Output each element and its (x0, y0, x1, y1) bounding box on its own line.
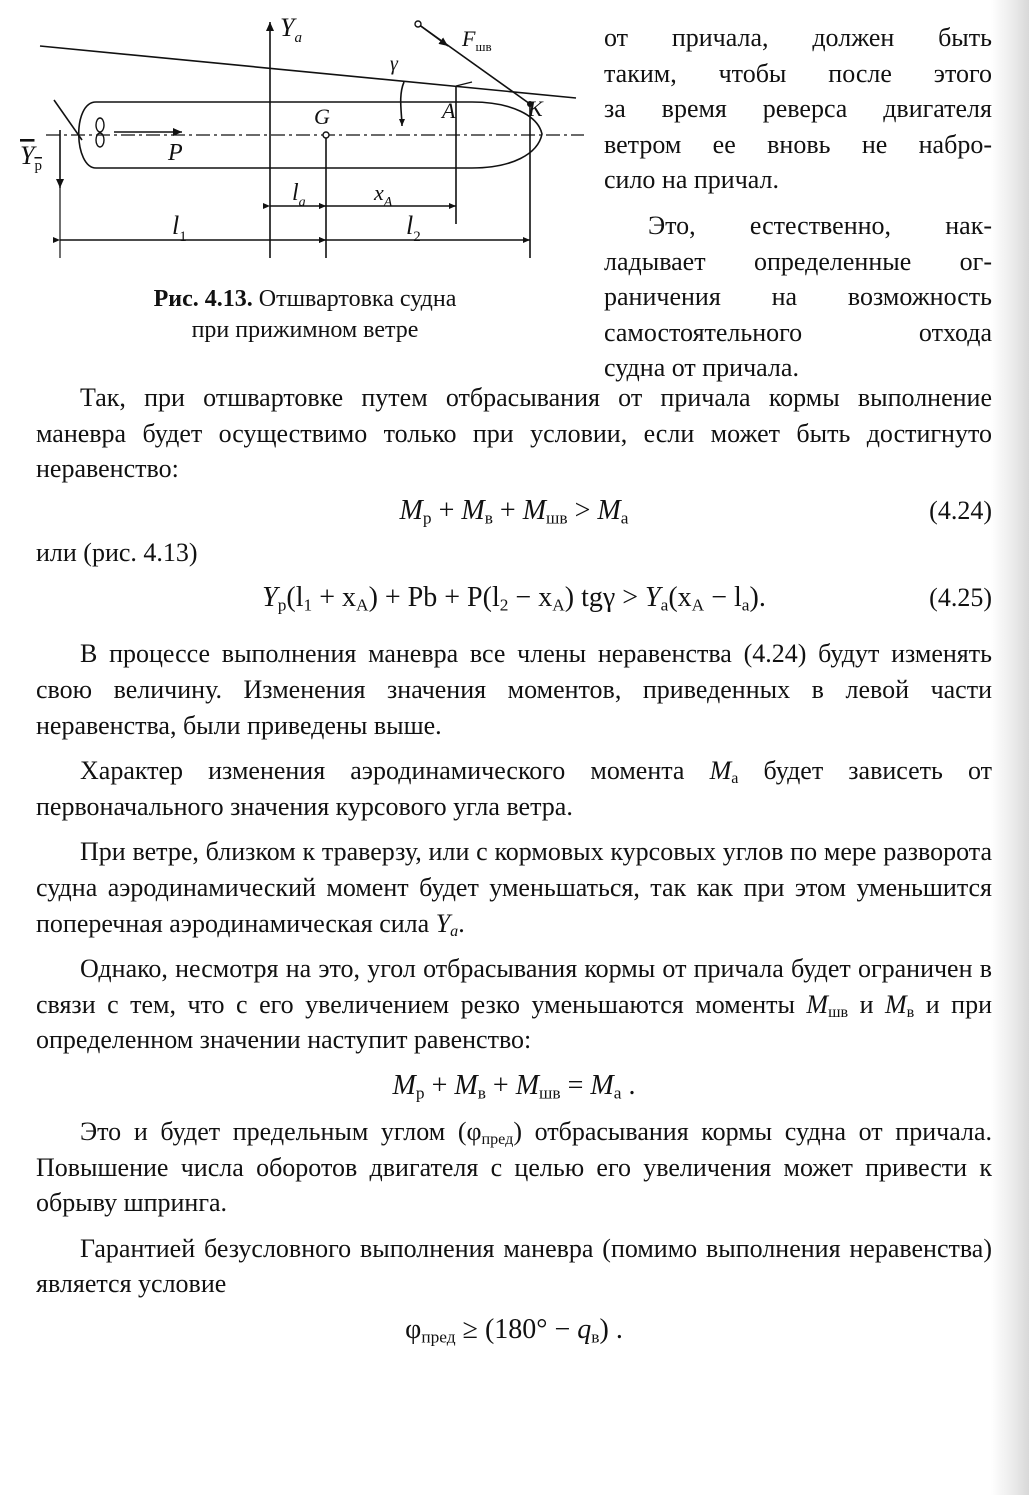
equation-4-25 (36, 570, 992, 626)
label-a: A (442, 98, 456, 123)
equation-number: (4.24) (929, 495, 992, 525)
equation-final (36, 1302, 992, 1358)
label-ya: $Y_a$ (280, 13, 302, 46)
paragraph-7: Это и будет предельным углом $(\varphi_{пред})$ отбрасывания кормы судна от причала. Повышение числа оборотов двигателя с целью его увеличения может привести к обрыву шпринга. (36, 1116, 992, 1218)
paragraph-2: или (рис. 4.13) (36, 537, 198, 567)
side-line: за время реверса двигателя (604, 94, 992, 124)
equation-final-expr: $\varphi_{пред} \ge (180^\circ - q_в)$ . (405, 1313, 623, 1347)
side-line: сило на причал. (604, 165, 780, 195)
equation-4-25-expr: $Y_р(l_1 + x_A) + Pb + P(l_2 - x_A) tg\gamma > Y_a(x_A - l_a)$. (262, 582, 766, 615)
label-l2: $l_2$ (406, 211, 421, 245)
paragraph-6: Однако, несмотря на это, угол отбрасывания кормы от причала будет ограничен в связи с тем, что с его увеличением резко уменьшаются моменты $M_{шв}$ и $M_в$ и при определенном значении наступит равенство: (36, 954, 992, 1055)
g-point (323, 132, 329, 138)
side-line: судна от причала. (604, 353, 799, 383)
label-la: $l_a$ (292, 180, 306, 210)
side-line: ладывает определенные ог- (604, 246, 992, 276)
label-g: G (314, 104, 330, 129)
equation-4-24 (36, 487, 992, 535)
paragraph-8: Гарантией безусловного выполнения маневра (помимо выполнения неравенства) является условие (36, 1233, 992, 1299)
spring-line (54, 100, 82, 140)
caption-line1: Отшвартовка судна (258, 286, 457, 312)
equation-4-24-expr: $M_р + M_в + M_{шв} > M_а$ (399, 494, 629, 528)
page-edge-shadow (991, 0, 1029, 1495)
side-line: Это, естественно, нак- (648, 210, 992, 240)
paragraph-1: Так, при отшвартовке путем отбрасывания от причала кормы выполнение маневра будет осуществимо только при условии, если может быть достигнуто неравенство: (36, 383, 992, 484)
figure-caption (60, 284, 550, 346)
label-p: P (168, 140, 183, 166)
label-l1: $l_1$ (172, 211, 187, 245)
label-xa: $x_A$ (374, 180, 393, 210)
figure-4-13 (18, 8, 600, 280)
ship-diagram (18, 8, 600, 280)
label-gamma: γ (390, 53, 398, 75)
label-k: K (528, 96, 543, 121)
pier-line (40, 46, 576, 98)
side-line: от причала, должен быть (604, 23, 992, 52)
caption-line2: при прижимном ветре (191, 317, 419, 343)
equation-equality (36, 1058, 992, 1114)
label-yr: $Y_р$ (20, 141, 42, 174)
side-line: таким, чтобы после этого (604, 58, 992, 88)
side-line: самостоятельного отхода (604, 317, 992, 347)
paragraph-5: При ветре, близком к траверзу, или с кормовых курсовых углов по мере разворота судна аэродинамический момент будет уменьшаться, так как при этом уменьшится поперечная аэродинамическая сила $Y_a$. (36, 837, 992, 940)
main-text (36, 380, 992, 1358)
equation-equality-expr: $M_р + M_в + M_{шв} = M_а$ . (392, 1069, 636, 1103)
propeller-icon (96, 118, 104, 132)
side-line: раничения на возможность (604, 282, 992, 312)
side-column (604, 20, 992, 386)
paragraph-4: Характер изменения аэродинамического момента $M_а$ будет зависеть от первоначального значения курсового угла ветра. (36, 756, 993, 821)
paragraph-3: В процессе выполнения маневра все члены неравенства (4.24) будут изменять свою величину. Изменения значения моментов, приведенных в левой части неравенства, были приведены выше. (36, 639, 992, 740)
caption-number: Рис. 4.13. (153, 286, 253, 312)
label-f: $F_{шв}$ (462, 26, 492, 54)
equation-number: (4.25) (929, 583, 992, 613)
gamma-arc (401, 82, 404, 126)
side-line: ветром ее вновь не набро- (604, 129, 992, 159)
